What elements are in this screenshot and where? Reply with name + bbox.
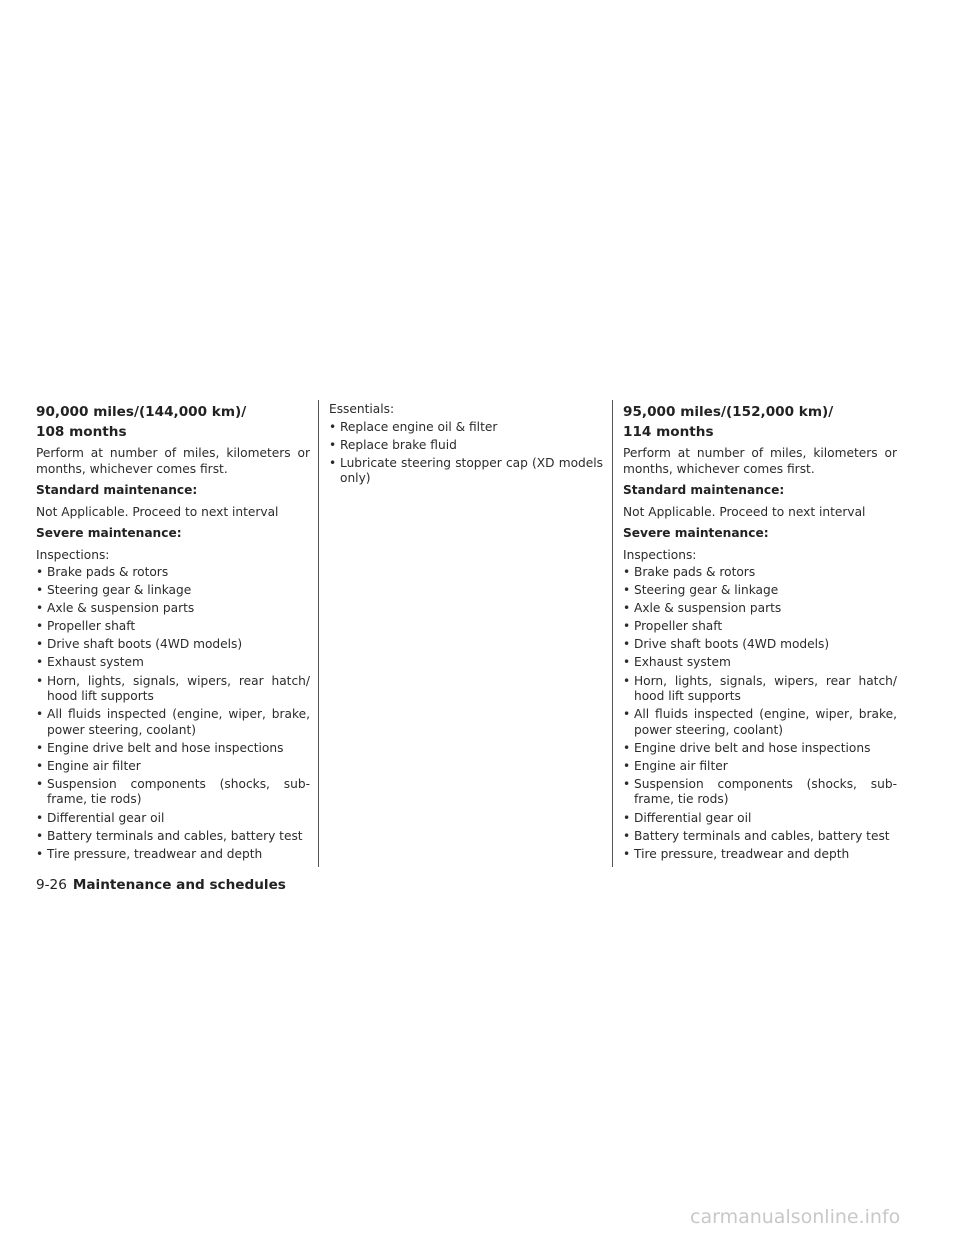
bullet-icon: • [623,673,631,688]
list-item-text: Replace engine oil & filter [340,419,498,434]
list-item-text: Exhaust system [47,655,144,670]
column-divider [612,400,613,867]
bullet-icon: • [623,637,631,652]
bullet-icon: • [36,810,44,825]
list-item [36,759,310,775]
section-title: Maintenance and schedules [72,877,286,893]
bullet-icon: • [329,419,337,434]
list-item-text: Tire pressure, treadwear and depth [634,846,850,861]
list-item [623,565,897,581]
list-item [36,583,310,599]
interval-intro: Perform at number of miles, kilometers or months, whichever comes first. [623,446,897,476]
list-item [623,674,897,705]
standard-maintenance-text: Not Applicable. Proceed to next interval [36,504,279,519]
bullet-icon: • [329,455,337,470]
list-item-text: Tire pressure, treadwear and depth [47,846,263,861]
inspections-list [623,565,897,862]
list-item-text: Suspension components (shocks, sub-frame, tie rods) [634,776,897,807]
list-item-text: Brake pads & rotors [634,565,756,579]
interval-heading-line2: 108 months [36,424,127,440]
standard-maintenance-label: Standard maintenance: [36,483,198,497]
list-item-text: Differential gear oil [634,810,752,825]
bullet-icon: • [623,828,631,843]
bullet-icon: • [623,740,631,755]
list-item [623,829,897,845]
bullet-icon: • [623,565,631,579]
bullet-icon: • [36,758,44,773]
list-item-text: Steering gear & linkage [47,583,192,598]
list-item [623,847,897,863]
bullet-icon: • [623,810,631,825]
bullet-icon: • [36,673,44,688]
list-item-text: Brake pads & rotors [47,565,169,579]
bullet-icon: • [623,707,631,722]
list-item-text: Horn, lights, signals, wipers, rear hatch/ hood lift supports [634,673,897,704]
list-item [623,707,897,738]
interval-heading-line2: 114 months [623,424,714,440]
list-item [36,565,310,581]
list-item-text: Drive shaft boots (4WD models) [634,637,830,652]
interval-heading [623,402,897,442]
page-footer [36,876,286,894]
list-item [329,438,603,454]
list-item-text: Differential gear oil [47,810,165,825]
list-item [623,601,897,617]
list-item-text: Suspension components (shocks, sub-frame, tie rods) [47,776,310,807]
list-item [623,777,897,808]
bullet-icon: • [36,740,44,755]
standard-maintenance-text: Not Applicable. Proceed to next interval [623,504,866,519]
list-item-text: Axle & suspension parts [634,601,782,616]
list-item [36,741,310,757]
bullet-icon: • [623,655,631,670]
list-item-text: Propeller shaft [47,619,136,634]
standard-maintenance-label: Standard maintenance: [623,483,785,497]
bullet-icon: • [36,601,44,616]
list-item-text: Engine drive belt and hose inspections [634,740,871,755]
list-item [36,777,310,808]
interval-intro: Perform at number of miles, kilometers or months, whichever comes first. [36,446,310,476]
interval-90000-section [36,402,310,865]
list-item-text: Drive shaft boots (4WD models) [47,637,243,652]
severe-maintenance-label: Severe maintenance: [36,526,182,540]
list-item [36,811,310,827]
list-item [36,829,310,845]
list-item [36,637,310,653]
list-item [623,637,897,653]
interval-heading [36,402,310,442]
list-item-text: Steering gear & linkage [634,583,779,598]
bullet-icon: • [36,619,44,634]
list-item [623,741,897,757]
bullet-icon: • [623,758,631,773]
list-item-text: Engine air filter [47,758,141,773]
list-item [36,619,310,635]
list-item [36,674,310,705]
list-item-text: Horn, lights, signals, wipers, rear hatch/ hood lift supports [47,673,310,704]
list-item-text: Battery terminals and cables, battery test [634,828,890,843]
list-item [329,456,603,487]
inspections-label: Inspections: [36,547,110,562]
list-item-text: Axle & suspension parts [47,601,195,616]
inspections-list [36,565,310,862]
column-divider [318,400,319,867]
bullet-icon: • [623,583,631,598]
list-item [623,583,897,599]
bullet-icon: • [36,846,44,861]
page-number: 9-26 [36,877,67,893]
interval-heading-line1: 90,000 miles/(144,000 km)/ [36,404,247,420]
list-item [623,759,897,775]
list-item [623,811,897,827]
list-item-text: Lubricate steering stopper cap (XD models only) [340,455,603,486]
list-item-text: All fluids inspected (engine, wiper, brake, power steering, coolant) [634,707,897,737]
list-item [36,847,310,863]
bullet-icon: • [36,707,44,722]
bullet-icon: • [329,437,337,452]
watermark: carmanualsonline.info [690,1206,901,1228]
list-item [36,707,310,738]
essentials-list [329,420,603,487]
list-item [623,619,897,635]
list-item-text: Exhaust system [634,655,731,670]
list-item [329,420,603,436]
list-item [36,601,310,617]
interval-95000-section [623,402,897,865]
list-item [36,655,310,671]
interval-heading-line1: 95,000 miles/(152,000 km)/ [623,404,834,420]
bullet-icon: • [623,601,631,616]
list-item-text: Engine drive belt and hose inspections [47,740,284,755]
list-item [623,655,897,671]
bullet-icon: • [36,583,44,598]
bullet-icon: • [36,655,44,670]
bullet-icon: • [623,619,631,634]
list-item-text: Propeller shaft [634,619,723,634]
bullet-icon: • [623,776,631,791]
essentials-section [329,402,603,489]
list-item-text: Battery terminals and cables, battery test [47,828,303,843]
bullet-icon: • [623,846,631,861]
bullet-icon: • [36,637,44,652]
bullet-icon: • [36,776,44,791]
bullet-icon: • [36,828,44,843]
severe-maintenance-label: Severe maintenance: [623,526,769,540]
essentials-label: Essentials: [329,402,395,416]
inspections-label: Inspections: [623,547,697,562]
list-item-text: All fluids inspected (engine, wiper, brake, power steering, coolant) [47,707,310,737]
bullet-icon: • [36,565,44,579]
list-item-text: Engine air filter [634,758,728,773]
list-item-text: Replace brake fluid [340,437,457,452]
